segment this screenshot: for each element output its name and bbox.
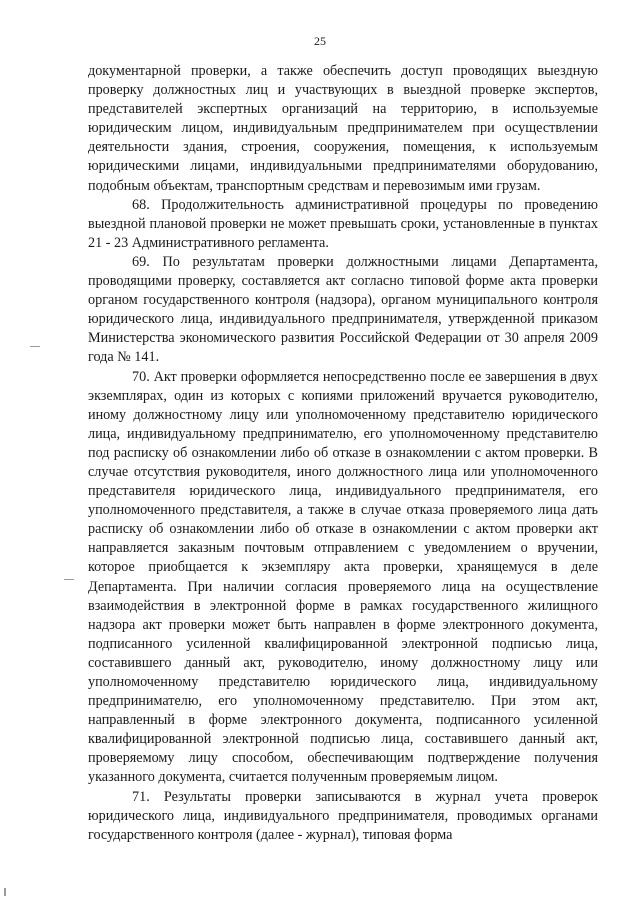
scan-mark: [4, 888, 6, 896]
paragraph-continuation: документарной проверки, а также обеспечить доступ проводящих выездную проверку должностных лиц и участвующих в выездной проверке экспертов, представителей экспертных организаций на территорию, в используемые юридическим лицом, индивидуальным предпринимателем при осуществлении деятельности здания, строения, сооружения, помещения, к используемым юридическими лицами, индивидуальными предпринимателями оборудованию, подобным объектам, транспортным средствам и перевозимым ими грузам.: [88, 63, 598, 194]
scan-mark: [30, 346, 40, 347]
scan-mark: [64, 579, 74, 580]
page-number: 25: [314, 34, 326, 48]
paragraph-69: 69. По результатам проверки должностными лицами Департамента, проводящими проверку, составляется акт согласно типовой форме акта проверки органом государственного контроля (надзора), органом муниципального контроля юридического лица, индивидуального предпринимателя, утвержденной приказом Министерства экономического развития Российской Федерации от 30 апреля 2009 года № 141.: [88, 253, 598, 366]
paragraph-71: 71. Результаты проверки записываются в журнал учета проверок юридического лица, индивидуального предпринимателя, проводимых органами государственного контроля (далее - журнал), типовая форма: [88, 788, 598, 843]
document-body: [88, 62, 598, 845]
paragraph-68: 68. Продолжительность административной процедуры по проведению выездной плановой проверки не может превышать сроки, установленные в пунктах 21 - 23 Административного регламента.: [88, 196, 598, 251]
paragraph-70: 70. Акт проверки оформляется непосредственно после ее завершения в двух экземплярах, один из которых с копиями приложений вручается руководителю, иному должностному лицу или уполномоченному представителю юридического лица, индивидуальному предпринимателю, его уполномоченному представителю под расписку об ознакомлении либо об отказе в ознакомлении с актом проверки. В случае отсутствия руководителя, иного должностного лица или уполномоченного представителя юридического лица, индивидуального предпринимателя, его уполномоченного представителя, а также в случае отказа проверяемого лица дать расписку об ознакомлении либо об отказе в ознакомлении с актом проверки акт направляется заказным почтовым отправлением с уведомлением о вручении, которое приобщается к экземпляру акта проверки, хранящемуся в деле Департамента. При наличии согласия проверяемого лица на осуществление взаимодействия в электронной форме в рамках государственного жилищного надзора акт проверки может быть направлен в форме электронного документа, подписанного усиленной квалифицированной электронной подписью лица, составившего данный акт, руководителю, иному должностному лицу или уполномоченному представителю юридического лица, индивидуальному предпринимателю, его уполномоченному представителю. При этом акт, направленный в форме электронного документа, подписанного усиленной квалифицированной электронной подписью лица, составившего данный акт, проверяемому лицу способом, обеспечивающим подтверждение получения указанного документа, считается полученным проверяемым лицом.: [88, 368, 598, 786]
